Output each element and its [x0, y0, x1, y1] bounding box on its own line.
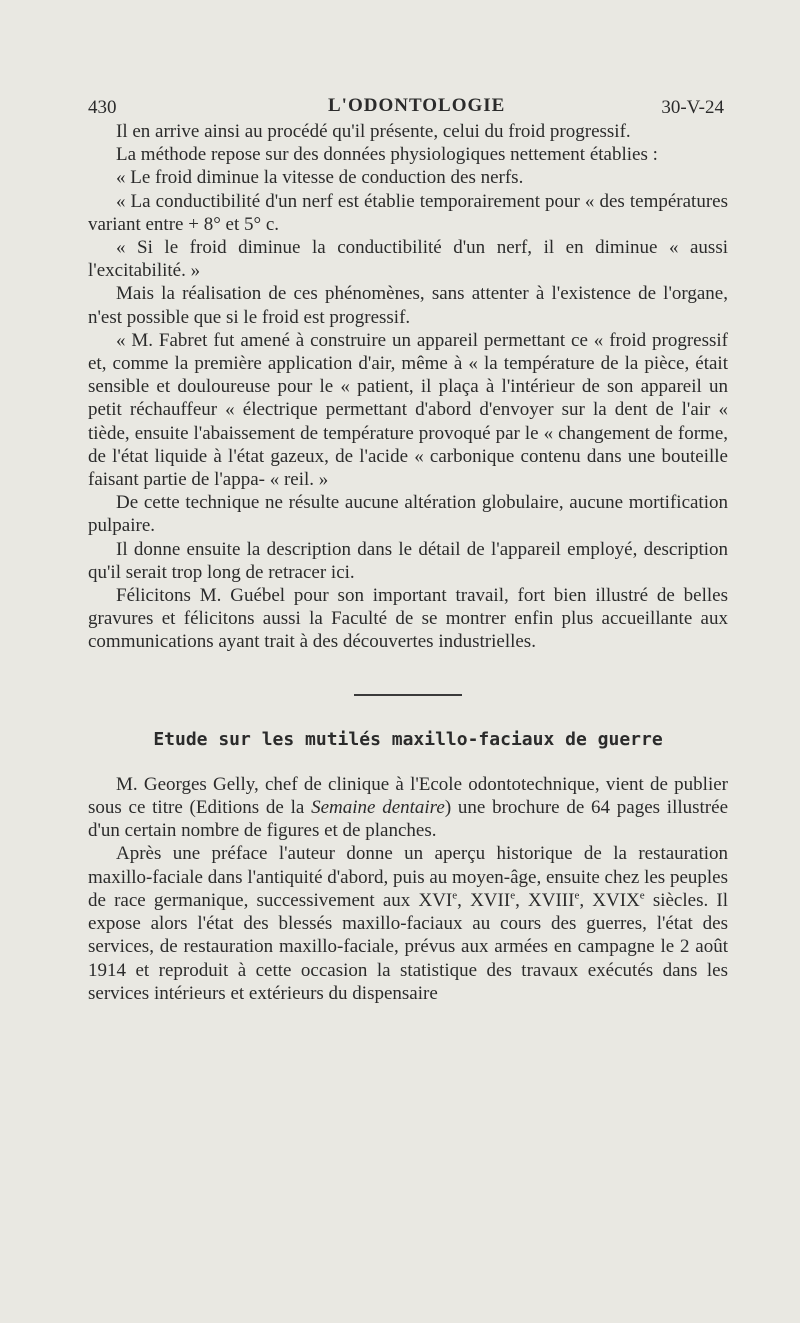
paragraph: La méthode repose sur des données physiologiques nettement établies : [116, 144, 658, 166]
century-numeral: XVII [470, 889, 511, 911]
paragraph: Mais la réalisation de ces phénomènes, sans attenter à l'existence de l'organe, n'est possible que si le froid est progressif. [88, 283, 728, 328]
century-numeral: XVIX [592, 889, 640, 911]
century-suffix: e [452, 889, 458, 902]
paragraph: Il donne ensuite la description dans le détail de l'appareil employé, description qu'il serait trop long de retracer ici. [88, 538, 728, 583]
text-run: siècles. Il expose alors l'état des blessés maxillo-faciaux au cours des guerres, l'état des services, de restauration maxillo-faciale, prévus aux armées en campagne le 2 août 1914 et reproduit à cette occasion la statistique des travaux exécutés dans les services intérieurs et extérieurs du dispensaire [88, 889, 728, 1004]
section-body [88, 773, 728, 1005]
paragraph: De cette technique ne résulte aucune altération globulaire, aucune mortification pulpaire. [88, 492, 728, 537]
paragraph: Après une préface l'auteur donne un aperçu historique de la restauration maxillo-faciale dans l'antiquité d'abord, puis au moyen-âge, ensuite chez les peuples de race germanique, successivement aux XVIe, XVIIe, XVIIIe, XVIXe siècles. Il expose alors l'état des blessés maxillo-faciaux au cours des guerres, l'état des services, de restauration maxillo-faciale, prévus aux armées en campagne le 2 août 1914 et reproduit à cette occasion la statistique des travaux exécutés dans les services intérieurs et extérieurs du dispensaire [88, 843, 728, 1004]
paragraph: Il en arrive ainsi au procédé qu'il présente, celui du froid progressif. [116, 121, 631, 142]
journal-title: L'ODONTOLOGIE [328, 95, 506, 116]
century-suffix: e [639, 889, 645, 902]
quote-paragraph: « Si le froid diminue la conductibilité d'un nerf, il en diminue « aussi l'excitabilité. » [88, 237, 728, 282]
text-run: ) une brochure de 64 pages illustrée d'un certain nombre de figures et de planches. [88, 797, 728, 842]
running-header [88, 88, 728, 120]
paragraph: Félicitons M. Guébel pour son important travail, fort bien illustré de belles gravures et félicitons aussi la Faculté de se montrer enfin plus accueillante aux communications ayant trait à des découvertes industrielles. [88, 585, 728, 653]
body-text-top [88, 120, 728, 654]
quote-paragraph: « Le froid diminue la vitesse de conduction des nerfs. [116, 167, 524, 189]
issue-date: 30-V-24 [661, 97, 724, 118]
quote-paragraph: « La conductibilité d'un nerf est établie temporairement pour « des températures variant entre + 8° et 5° c. [88, 190, 728, 235]
century-suffix: e [510, 889, 516, 902]
century-suffix: e [574, 889, 580, 902]
section-divider [354, 694, 462, 696]
quote-paragraph: « M. Fabret fut amené à construire un appareil permettant ce « froid progressif et, comme la première application d'air, même à « la température de la pièce, était sensible et douloureuse pour le « patient, il plaça à l'intérieur de son appareil un petit réchauffeur « électrique permettant d'abord d'envoyer sur la dent de l'air « tiède, ensuite l'abaissement de température provoqué par le « changement de forme, de l'état liquide à l'état gazeux, de l'acide « carbonique contenu dans une bouteille faisant partie de l'appa- « reil. » [88, 329, 728, 491]
text-run: M. Georges Gelly, chef de clinique à l'Ecole odontotechnique, vient de publier sous ce titre (Editions de la [88, 773, 728, 819]
text-run: Après une préface l'auteur donne un aperçu historique de la restauration maxillo-faciale dans l'antiquité d'abord, puis au moyen-âge, ensuite chez les peuples de race germanique, successivement aux [88, 843, 728, 911]
page-number: 430 [88, 97, 117, 118]
century-numeral: XVIII [528, 889, 575, 911]
century-numeral: XVI [418, 889, 453, 911]
page [88, 88, 728, 1005]
paragraph [88, 773, 728, 843]
publication-title: Semaine dentaire [311, 797, 445, 819]
section-title: Etude sur les mutilés maxillo-faciaux de guerre [153, 728, 663, 750]
